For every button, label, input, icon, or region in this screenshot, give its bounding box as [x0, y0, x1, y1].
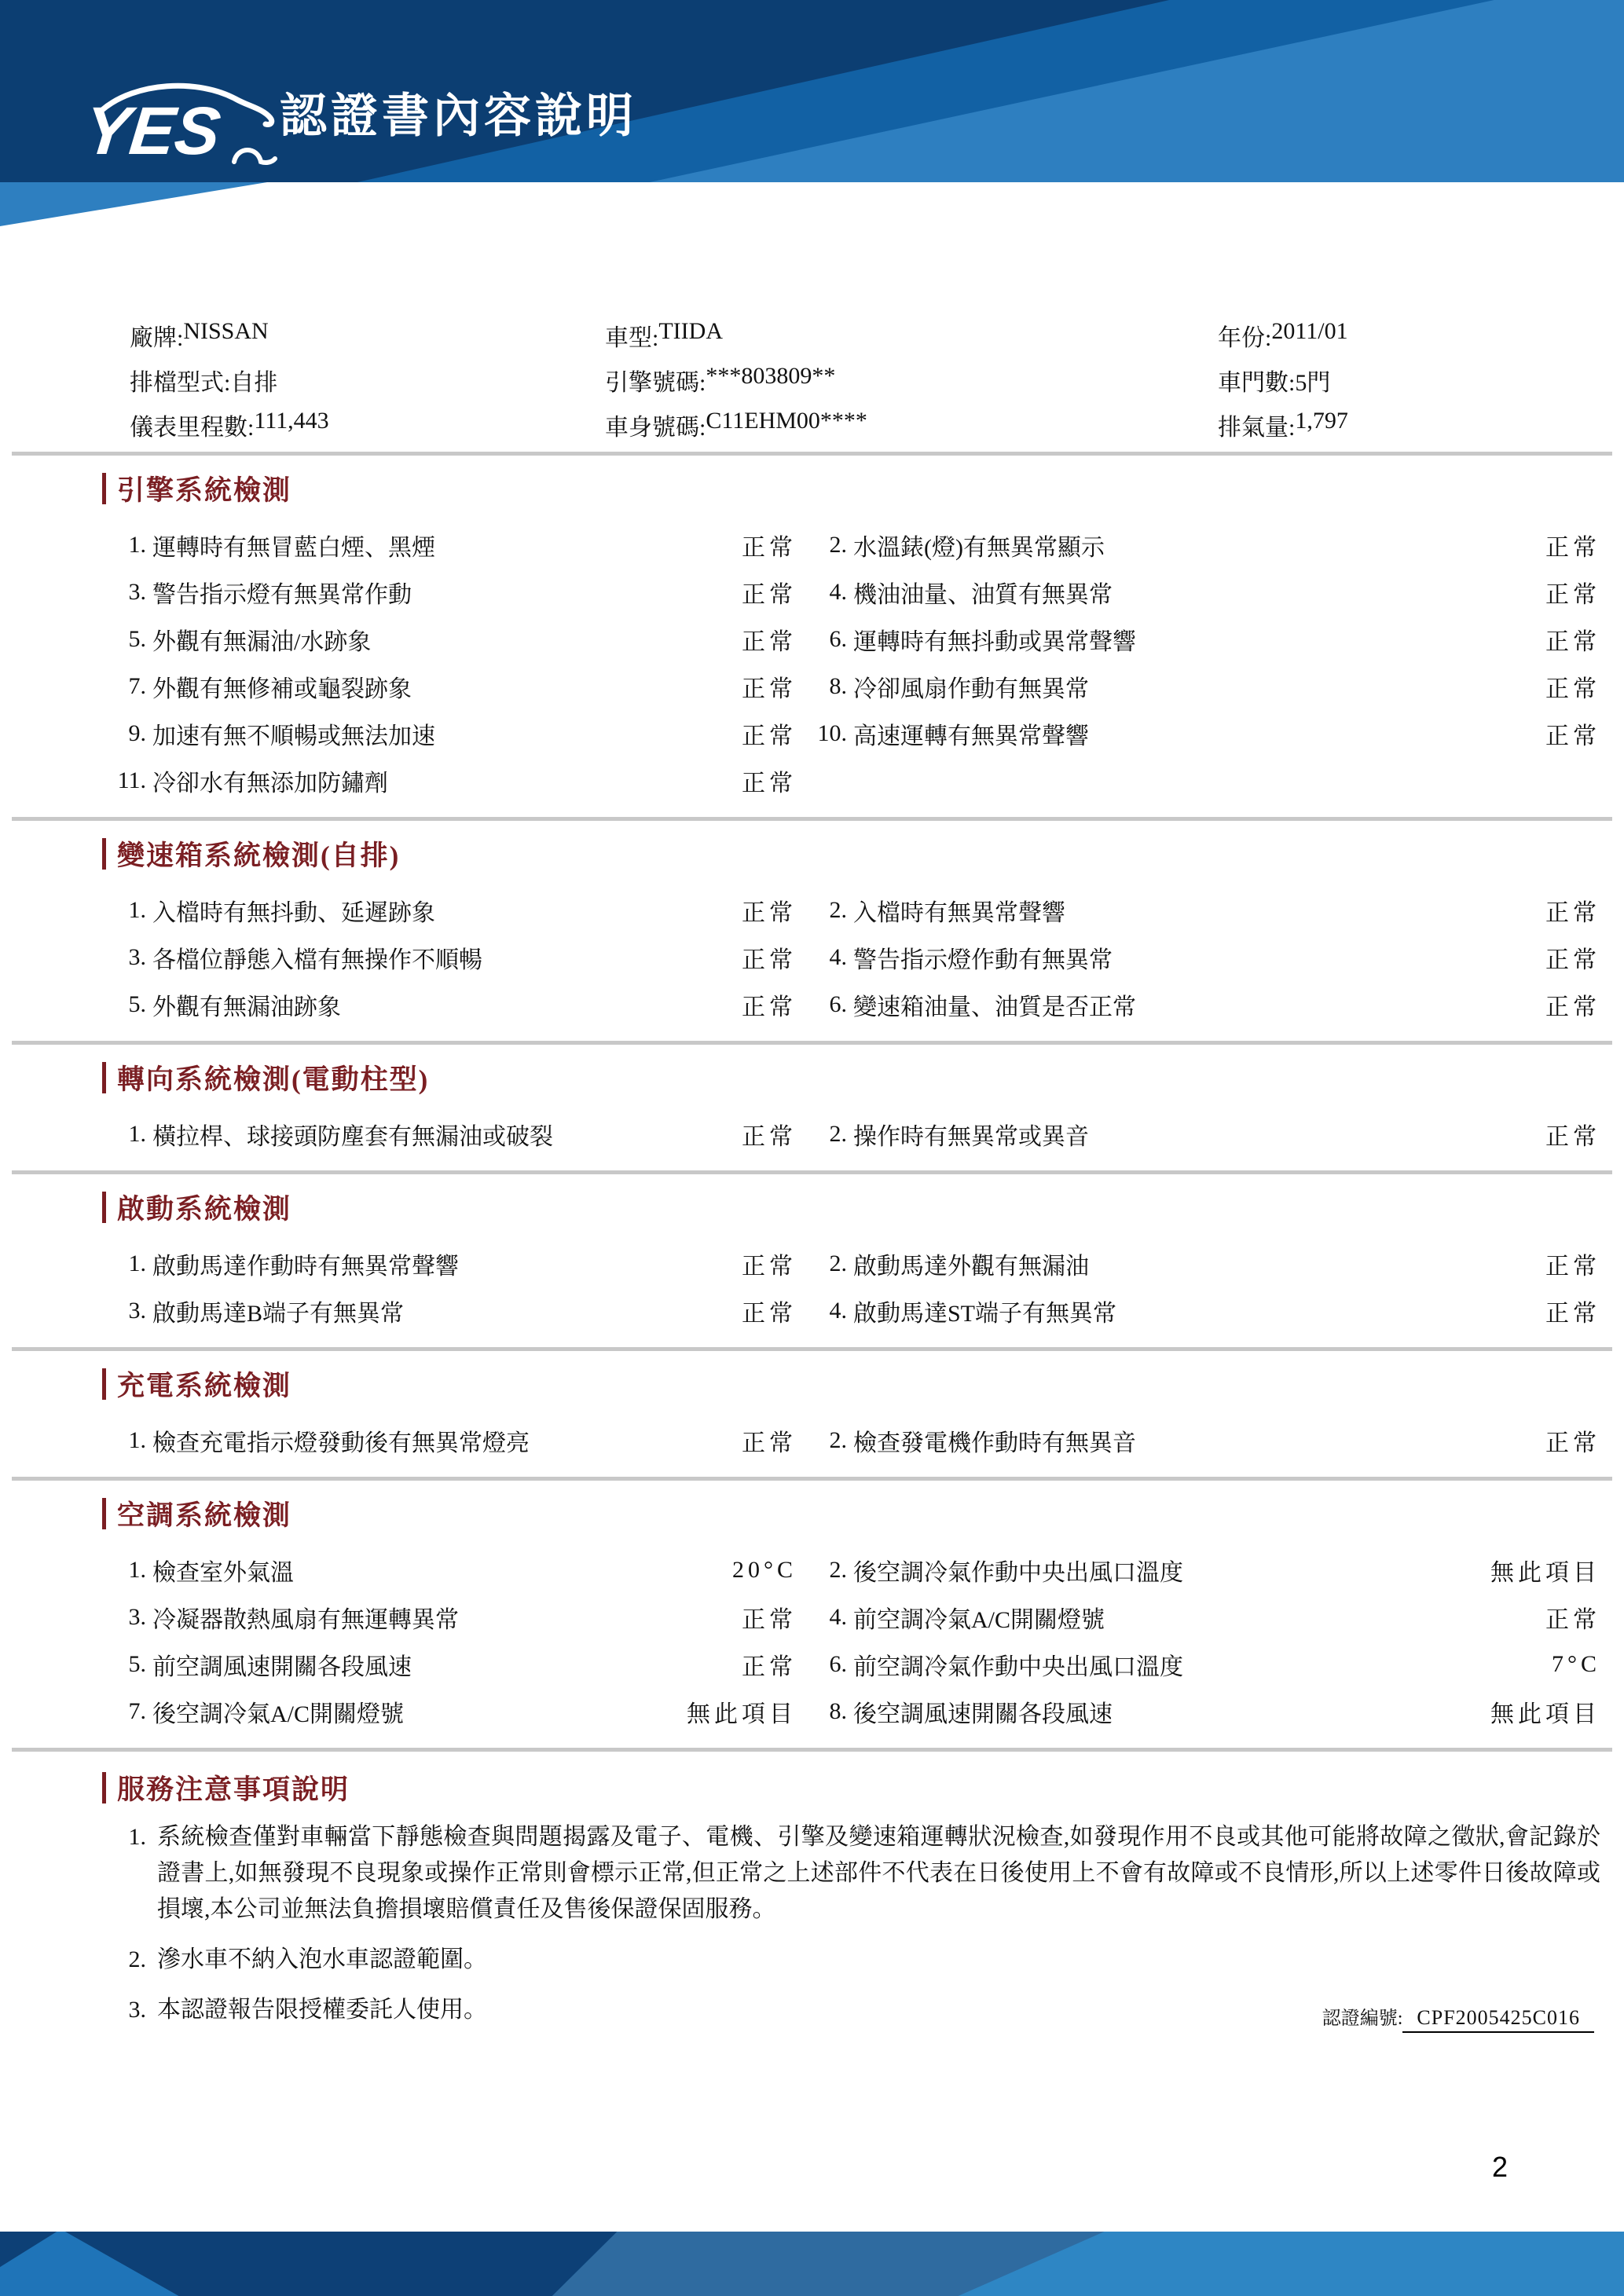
item-text: 各檔位靜態入檔有無操作不順暢: [152, 947, 482, 973]
item-text: 橫拉桿、球接頭防塵套有無漏油或破裂: [152, 1124, 553, 1150]
field-vin: [605, 408, 1218, 442]
section-accent-bar: [102, 1368, 106, 1400]
check-row: [102, 1688, 1600, 1735]
item-result: 7°C: [1551, 1651, 1600, 1677]
item-result: 正常: [1545, 1301, 1600, 1327]
item-number: 5.: [128, 1651, 146, 1677]
field-year: [1218, 318, 1600, 353]
item-text: 高速運轉有無異常聲響: [853, 723, 1089, 749]
header-left-wedge: [0, 182, 267, 226]
yes-logo-text: YES: [80, 93, 225, 169]
item-text: 加速有無不順暢或無法加速: [152, 723, 435, 749]
check-row: [102, 1417, 1600, 1464]
check-rows: [102, 887, 1600, 1028]
item-result: 正常: [742, 771, 797, 796]
item-number: 8.: [829, 1698, 847, 1724]
item-result: 正常: [742, 1301, 797, 1327]
item-text: 運轉時有無冒藍白煙、黑煙: [152, 535, 435, 561]
item-text: 後空調冷氣作動中央出風口溫度: [853, 1560, 1183, 1586]
item-result: 正常: [1545, 1430, 1600, 1456]
check-row: [102, 1641, 1600, 1688]
note-item: [102, 1819, 1600, 1928]
item-number: 4.: [829, 1298, 847, 1324]
section-starting: [0, 1174, 1624, 1347]
field-gearbox-type: [130, 363, 605, 397]
item-result: 正常: [1545, 947, 1600, 973]
field-engine-no: [605, 363, 1218, 397]
section-header: [102, 1771, 1600, 1805]
section-service-notes: [0, 1752, 1624, 2036]
section-accent-bar: [102, 473, 106, 504]
section-header: [102, 1060, 1600, 1095]
section-steering: [0, 1045, 1624, 1170]
item-result: 正常: [742, 1254, 797, 1280]
item-text: 外觀有無漏油跡象: [152, 994, 341, 1020]
item-text: 啟動馬達外觀有無漏油: [853, 1254, 1089, 1280]
section-header: [102, 837, 1600, 871]
field-value: 111,443: [254, 407, 329, 434]
note-text: 滲水車不納入泡水車認證範圍。: [157, 1946, 487, 1972]
field-label: 年份:: [1218, 324, 1272, 351]
note-number: 2.: [128, 1946, 146, 1972]
item-text: 變速箱油量、油質是否正常: [853, 994, 1136, 1020]
item-number: 1.: [128, 532, 146, 558]
item-number: 1.: [128, 1557, 146, 1583]
certificate-number-value: CPF2005425C016: [1402, 2006, 1594, 2033]
item-result: 正常: [742, 900, 797, 926]
page-title: 認證書內容說明: [280, 90, 637, 142]
item-text: 啟動馬達B端子有無異常: [152, 1301, 405, 1327]
section-title: 充電系統檢測: [117, 1371, 292, 1401]
item-text: 外觀有無漏油/水跡象: [152, 629, 372, 655]
item-number: 10.: [817, 720, 847, 746]
item-text: 水溫錶(燈)有無異常顯示: [853, 535, 1105, 561]
check-row: [102, 1547, 1600, 1594]
field-label: 引擎號碼:: [605, 369, 706, 396]
item-result: 正常: [742, 535, 797, 561]
field-value: TIIDA: [658, 317, 723, 344]
item-result: 正常: [1545, 1254, 1600, 1280]
section-accent-bar: [102, 1062, 106, 1093]
field-value: 1,797: [1295, 407, 1348, 434]
item-text: 警告指示燈有無異常作動: [152, 582, 412, 608]
item-text: 入檔時有無異常聲響: [853, 900, 1065, 926]
field-value: 5門: [1295, 369, 1331, 396]
section-title: 轉向系統檢測(電動柱型): [117, 1064, 430, 1095]
field-value: NISSAN: [183, 317, 269, 344]
certificate-number-line: [1322, 2002, 1594, 2033]
item-text: 冷卻風扇作動有無異常: [853, 676, 1089, 702]
yes-logo: [80, 79, 292, 177]
field-value: 自排: [230, 369, 278, 396]
item-text: 檢查室外氣溫: [152, 1560, 294, 1586]
item-number: 2.: [829, 532, 847, 558]
item-text: 後空調冷氣A/C開關燈號: [152, 1701, 405, 1727]
item-number: 2.: [829, 1251, 847, 1276]
check-row: [102, 710, 1600, 757]
item-text: 啟動馬達作動時有無異常聲響: [152, 1254, 459, 1280]
section-title: 空調系統檢測: [117, 1500, 292, 1531]
note-text: 本認證報告限授權委託人使用。: [157, 1997, 487, 2023]
item-number: 2.: [829, 1557, 847, 1583]
item-number: 2.: [829, 897, 847, 923]
item-result: 正常: [1545, 723, 1600, 749]
item-text: 機油油量、油質有無異常: [853, 582, 1113, 608]
item-number: 6.: [829, 991, 847, 1017]
item-number: 4.: [829, 944, 847, 970]
item-result: 正常: [742, 1124, 797, 1150]
note-item: [102, 1942, 1600, 1978]
field-brand: [130, 318, 605, 353]
item-result: 正常: [1545, 676, 1600, 702]
field-doors: [1218, 363, 1600, 397]
item-text: 冷卻水有無添加防鏽劑: [152, 771, 388, 796]
item-text: 警告指示燈作動有無異常: [853, 947, 1113, 973]
section-charging: [0, 1351, 1624, 1477]
field-label: 排檔型式:: [130, 369, 231, 396]
check-row: [102, 887, 1600, 934]
item-number: 1.: [128, 1251, 146, 1276]
item-result: 無此項目: [687, 1701, 797, 1727]
item-number: 3.: [128, 944, 146, 970]
check-row: [102, 981, 1600, 1028]
item-number: 6.: [829, 1651, 847, 1677]
field-label: 車型:: [605, 324, 659, 351]
section-header: [102, 1367, 1600, 1401]
field-displacement: [1218, 408, 1600, 442]
item-text: 後空調風速開關各段風速: [853, 1701, 1113, 1727]
section-accent-bar: [102, 838, 106, 870]
item-text: 檢查充電指示燈發動後有無異常燈亮: [152, 1430, 530, 1456]
page-number: 2: [1491, 2151, 1508, 2183]
certificate-number-label: 認證編號:: [1322, 2009, 1403, 2029]
check-rows: [102, 1547, 1600, 1735]
item-result: 正常: [742, 947, 797, 973]
check-row: [102, 934, 1600, 981]
section-air-conditioning: [0, 1481, 1624, 1748]
field-model: [605, 318, 1218, 353]
item-result: 正常: [742, 676, 797, 702]
item-result: 正常: [742, 723, 797, 749]
item-result: 正常: [1545, 994, 1600, 1020]
section-header: [102, 1190, 1600, 1225]
field-value: C11EHM00****: [706, 407, 867, 434]
field-label: 車門數:: [1218, 369, 1296, 396]
item-number: 8.: [829, 673, 847, 699]
item-number: 7.: [128, 673, 146, 699]
section-accent-bar: [102, 1192, 106, 1223]
item-text: 運轉時有無抖動或異常聲響: [853, 629, 1136, 655]
field-label: 排氣量:: [1218, 414, 1296, 441]
item-number: 4.: [829, 1604, 847, 1630]
item-number: 1.: [128, 1121, 146, 1147]
item-result: 正常: [1545, 900, 1600, 926]
vehicle-info: [130, 313, 1600, 447]
item-result: 正常: [1545, 629, 1600, 655]
section-engine: [0, 456, 1624, 817]
item-result: 20°C: [731, 1557, 797, 1583]
item-result: 正常: [742, 582, 797, 608]
check-rows: [102, 1111, 1600, 1158]
item-result: 正常: [742, 994, 797, 1020]
item-number: 3.: [128, 1604, 146, 1630]
item-number: 3.: [128, 1298, 146, 1324]
section-accent-bar: [102, 1498, 106, 1529]
note-number: 1.: [128, 1824, 146, 1850]
check-rows: [102, 1240, 1600, 1335]
item-text: 前空調風速開關各段風速: [152, 1654, 412, 1680]
item-result: 正常: [742, 1607, 797, 1633]
section-header: [102, 471, 1600, 506]
check-row: [102, 757, 1600, 804]
item-number: 3.: [128, 579, 146, 605]
check-row: [102, 1287, 1600, 1335]
field-value: 2011/01: [1271, 317, 1348, 344]
item-result: 正常: [742, 1430, 797, 1456]
item-result: 正常: [1545, 582, 1600, 608]
item-text: 入檔時有無抖動、延遲跡象: [152, 900, 435, 926]
item-number: 1.: [128, 897, 146, 923]
check-row: [102, 663, 1600, 710]
item-text: 冷凝器散熱風扇有無運轉異常: [152, 1607, 459, 1633]
check-row: [102, 1111, 1600, 1158]
item-number: 2.: [829, 1121, 847, 1147]
item-text: 前空調冷氣作動中央出風口溫度: [853, 1654, 1183, 1680]
item-text: 啟動馬達ST端子有無異常: [853, 1301, 1117, 1327]
check-rows: [102, 1417, 1600, 1464]
car-outline-icon: [80, 79, 292, 177]
check-row: [102, 1240, 1600, 1287]
vehicle-info-row: [130, 357, 1600, 402]
item-result: 無此項目: [1490, 1701, 1600, 1727]
section-header: [102, 1496, 1600, 1531]
check-row: [102, 522, 1600, 569]
field-label: 車身號碼:: [605, 414, 706, 441]
item-number: 6.: [829, 626, 847, 652]
check-row: [102, 1594, 1600, 1641]
item-text: 前空調冷氣A/C開關燈號: [853, 1607, 1105, 1633]
check-row: [102, 616, 1600, 663]
item-result: 正常: [742, 629, 797, 655]
item-result: 正常: [1545, 1124, 1600, 1150]
item-result: 正常: [1545, 535, 1600, 561]
note-number: 3.: [128, 1997, 146, 2023]
item-number: 5.: [128, 991, 146, 1017]
note-text: 系統檢查僅對車輛當下靜態檢查與問題揭露及電子、電機、引擎及變速箱運轉狀況檢查,如發現作用不良或其他可能將故障之徵狀,會記錄於證書上,如無發現不良現象或操作正常則會標示正常,但正常之上述部件不代表在日後使用上不會有故障或不良情形,所以上述零件日後故障或損壞,本公司並無法負擔損壞賠償責任及售後保證保固服務。: [157, 1824, 1600, 1922]
vehicle-info-row: [130, 402, 1600, 447]
section-title: 變速箱系統檢測(自排): [117, 840, 401, 871]
section-transmission: [0, 821, 1624, 1041]
item-number: 9.: [128, 720, 146, 746]
vehicle-info-row: [130, 313, 1600, 357]
section-title: 服務注意事項說明: [117, 1774, 350, 1805]
check-rows: [102, 522, 1600, 804]
section-accent-bar: [102, 1772, 106, 1803]
item-text: 操作時有無異常或異音: [853, 1124, 1089, 1150]
item-number: 1.: [128, 1427, 146, 1453]
item-result: 正常: [742, 1654, 797, 1680]
item-number: 4.: [829, 579, 847, 605]
item-number: 11.: [117, 767, 146, 793]
item-number: 2.: [829, 1427, 847, 1453]
check-row: [102, 569, 1600, 616]
item-number: 5.: [128, 626, 146, 652]
footer-banner: [0, 2232, 1624, 2296]
item-result: 正常: [1545, 1607, 1600, 1633]
item-result: 無此項目: [1490, 1560, 1600, 1586]
field-label: 儀表里程數:: [130, 414, 255, 441]
section-title: 啟動系統檢測: [117, 1194, 292, 1225]
field-odometer: [130, 408, 605, 442]
field-label: 廠牌:: [130, 324, 184, 351]
field-value: ***803809**: [706, 362, 836, 389]
item-text: 檢查發電機作動時有無異音: [853, 1430, 1136, 1456]
item-text: 外觀有無修補或龜裂跡象: [152, 676, 412, 702]
item-number: 7.: [128, 1698, 146, 1724]
section-title: 引擎系統檢測: [117, 475, 292, 506]
